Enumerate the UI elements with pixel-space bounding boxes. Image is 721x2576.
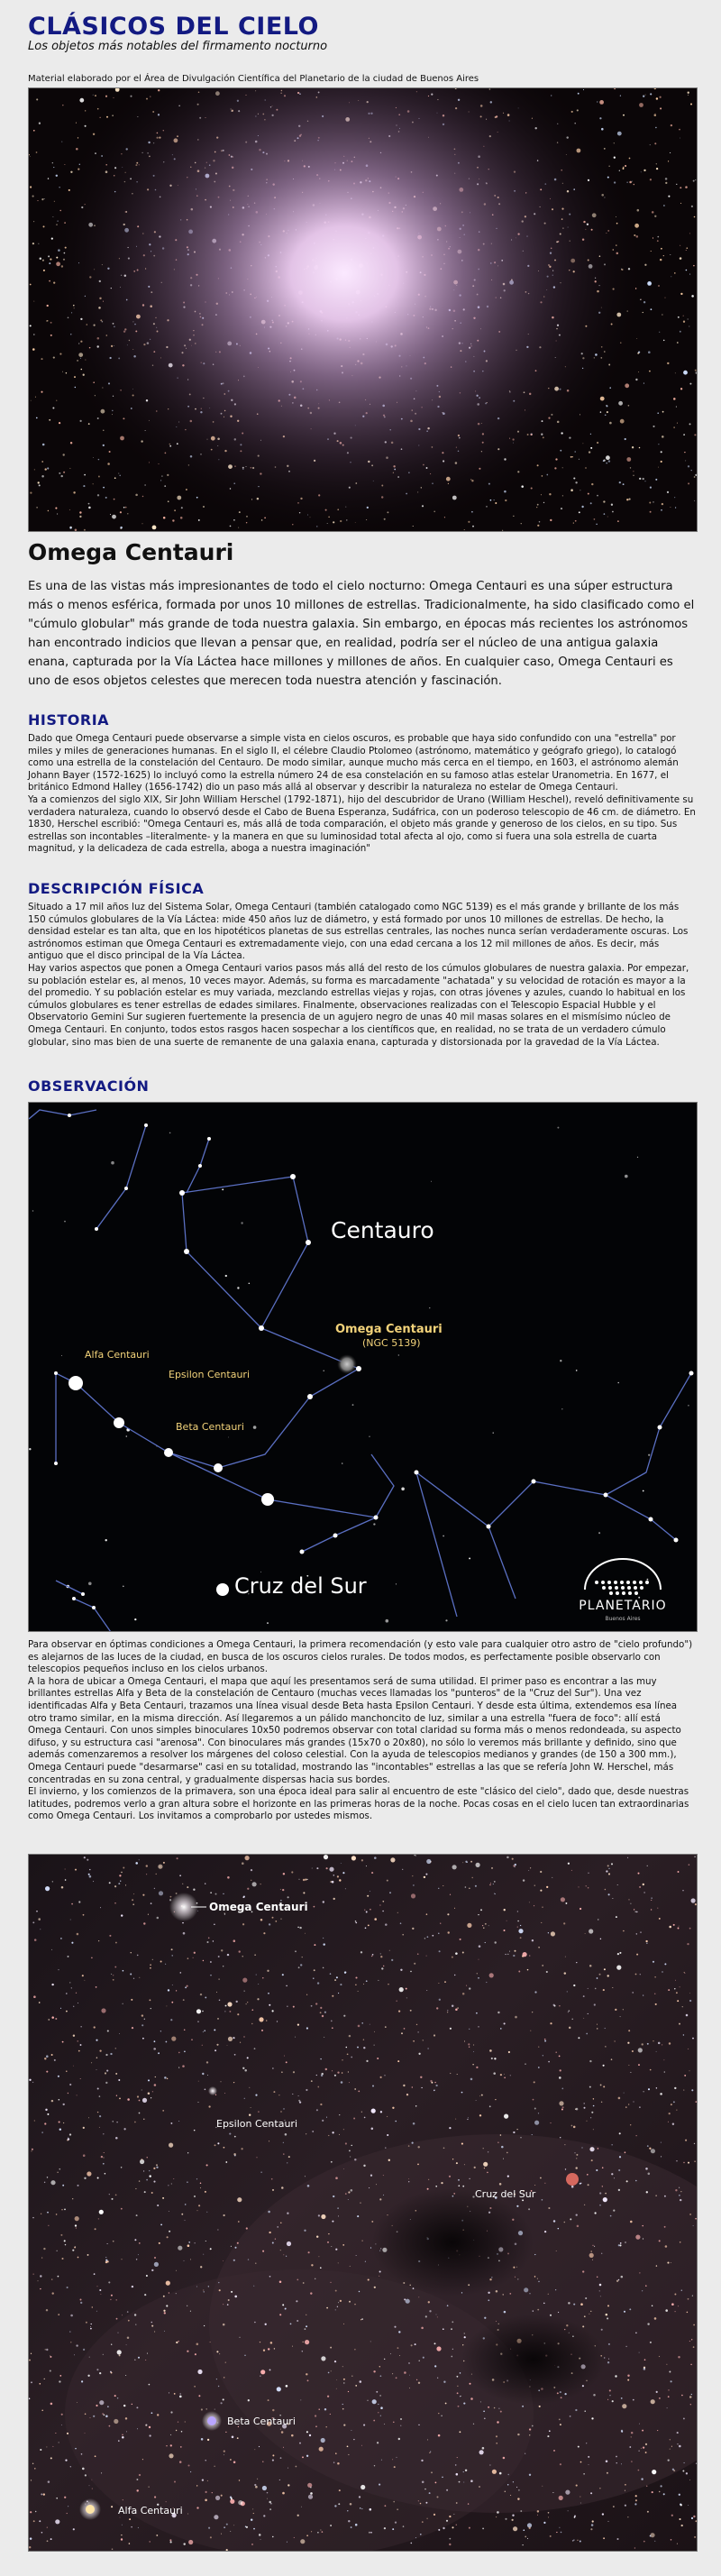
cluster-photo — [28, 87, 698, 532]
intro-paragraph: Es una de las vistas más impresionantes de todo el cielo nocturno: Omega Centauri es una súper estructura más o menos esférica, formada por unos 10 millones de estrellas. Tradicionalmente, ha sido clasificado como el "cúmulo globular" más grande de toda nuestra galaxia. Sin embargo, en épocas más recientes los astrónomos han encontrado indicios que llevan a pensar que, en realidad, podría ser el núcleo de una antigua galaxia enana, capturada por la Vía Láctea hace millones y millones de años. En cualquier caso, Omega Centauri es uno de esos objetos celestes que merecen toda nuestra atención y fascinación. — [28, 580, 695, 688]
historia-paragraph: Dado que Omega Centauri puede observarse a simple vista en cielos oscuros, es probable que haya sido confundido con una "estrella" por miles y miles de generaciones humanas. En el siglo II, el célebre Claudio Ptolomeo (astrónomo, matemático y geógrafo griego), lo catalogó como una estrella de la constelación del Centauro. De modo similar, aunque mucho más cerca en el tiempo, en 1603, el astrónomo alemán Johann Bayer (1572-1625) lo incluyó como la estrella número 24 de esa constelación en su famoso atlas estelar Uranometria. En 1677, el británico Edmond Halley (1656-1742) dio un paso más allá al observar y describir la naturaleza no estelar de Omega Centauri. — [28, 733, 679, 793]
descripcion-paragraph: Situado a 17 mil años luz del Sistema Solar, Omega Centauri (también catalogado como NGC 5139) es el más grande y brillante de los más 150 cúmulos globulares de la Vía Láctea: mide 450 años luz de diámetro, y está formado por unos 10 millones de estrellas. De hecho, la densidad estelar es tan alta, que en los hipotéticos planetas de sus estrellas centrales, las noches nunca serían verdaderamente oscuras. Los astrónomos estiman que Omega Centauri es extremadamente viejo, con una edad cercana a los 12 mil millones de años. Es decir, más antiguo que el disco principal de la Vía Láctea. — [28, 902, 689, 962]
credit-line: Material elaborado por el Área de Divulgación Científica del Planetario de la ciudad de Buenos Aires — [28, 74, 479, 84]
observacion-heading: OBSERVACIÓN — [28, 1077, 150, 1095]
page-subtitle: Los objetos más notables del firmamento nocturno — [28, 40, 328, 53]
sky-beta-label: Beta Centauri — [227, 2416, 296, 2427]
sky-omega-label: Omega Centauri — [209, 1901, 308, 1913]
object-title: Omega Centauri — [28, 539, 234, 565]
sky-crux-label: Cruz del Sur — [475, 2188, 536, 2200]
planetario-logo-text: PLANETARIO — [579, 1599, 667, 1613]
omega-centauri-marker — [337, 1354, 357, 1374]
alfa-map-label: Alfa Centauri — [85, 1349, 150, 1361]
observacion-paragraph: El invierno, y los comienzos de la primavera, son una época ideal para salir al encuentro de este "clásico del cielo", dado que, desde nuestras latitudes, podremos verlo a gran altura sobre el horizonte en las primeras horas de la noche. Pocas cosas en el cielo lucen tan extraordinarias como Omega Centauri. Los invitamos a comprobarlo por ustedes mismos. — [28, 1786, 689, 1822]
sky-photo — [28, 1854, 698, 2552]
observacion-paragraph: Para observar en óptimas condiciones a Omega Centauri, la primera recomendación (y esto vale para cualquier otro astro de "cielo profundo") es alejarnos de las luces de la ciudad, en busca de los oscuros cielos rurales. De todos modos, es perfectamente posible observarlo con telescopios pequeños incluso en los cielos urbanos. — [28, 1639, 693, 1675]
centaurus-label: Centauro — [331, 1217, 434, 1243]
epsilon-map-label: Epsilon Centauri — [169, 1369, 250, 1380]
sky-epsilon-label: Epsilon Centauri — [216, 2118, 297, 2130]
omega-catalog-label: (NGC 5139) — [362, 1337, 421, 1349]
omega-map-label: Omega Centauri — [335, 1323, 443, 1336]
star-map — [28, 1102, 698, 1632]
observacion-text — [28, 1639, 697, 1823]
observacion-paragraph: A la hora de ubicar a Omega Centauri, el mapa que aquí les presentamos será de suma utilidad. El primer paso es encontrar a las muy brillantes estrellas Alfa y Beta de la constelación de Centauro (muchas veces llamadas los "punteros" de la "Cruz del Sur"). Una vez identificadas Alfa y Beta Centauri, trazamos una línea visual desde Beta hasta Epsilon Centauri. Y desde esta última, extendemos esa línea otro tramo similar, en la misma dirección. Así llegaremos a un pálido manchoncito de luz, similar a una estrella "fuera de foco": allí está Omega Centauri. Con unos simples binoculares 10x50 podremos observar con total claridad su forma más o menos redondeada, su aspecto difuso, y su estructura casi "arenosa". Con binoculares más grandes (15x70 o 20x80), no sólo lo veremos más brillante y definido, sino que además comenzaremos a resolver los márgenes del coloso celestial. Con la ayuda de telescopios medianos y grandes (de 150 a 300 mm.), Omega Centauri puede "desarmarse" casi en su totalidad, mostrando las "incontables" estrellas a las que se refería John W. Herschel, más concentradas en su zona central, y gradualmente dispersas hacia sus bordes. — [28, 1675, 681, 1785]
descripcion-heading: DESCRIPCIÓN FÍSICA — [28, 880, 205, 897]
historia-paragraph: Ya a comienzos del siglo XIX, Sir John William Herschel (1792-1871), hijo del descubridor de Urano (William Heschel), reveló definitivamente su verdadera naturaleza, cuando lo observó desde el Cabo de Buena Esperanza, Sudáfrica, con un poderoso telescopio de 46 cm. de diámetro. En 1830, Herschel escribió: "Omega Centauri es, más allá de toda comparación, el objeto más grande y generoso de los cielos, en su tipo. Sus estrellas son incontables –literalmente- y la manera en que su luminosidad total afecta al ojo, como si fuera una sola estrella de cuarta magnitud, y la delicadeza de cada estrella, aboga a nuestra imaginación" — [28, 793, 696, 855]
page-title: CLÁSICOS DEL CIELO — [28, 13, 319, 41]
descripcion-paragraph: Hay varios aspectos que ponen a Omega Centauri varios pasos más allá del resto de los cúmulos globulares de nuestra galaxia. Por empezar, su población estelar es, al menos, 10 veces mayor. Además, su forma es marcadamente "achatada" y su velocidad de rotación es mayor a la del promedio. Y su población estelar es muy variada, mezclando estrellas viejas y rojas, con otras jóvenes y azules, cuando lo habitual en los cúmulos globulares es tener estrellas de edades similares. Finalmente, observaciones realizadas con el Telescopio Espacial Hubble y el Observatorio Gemini Sur sugieren fuertemente la presencia de un agujero negro de unas 40 mil masas solares en el mismísimo núcleo de Omega Centauri. En conjunto, todos estos rasgos hacen sospechar a los científicos que, en realidad, no se trata de un verdadero cúmulo globular, sino mas bien de una suerte de remanente de una galaxia enana, capturada y distorsionada por la gravedad de la Vía Láctea. — [28, 962, 689, 1048]
historia-heading: HISTORIA — [28, 711, 110, 729]
planetario-logo-subtext: Buenos Aires — [605, 1616, 641, 1622]
historia-text — [28, 733, 697, 856]
descripcion-text — [28, 902, 697, 1049]
crux-label: Cruz del Sur — [234, 1573, 367, 1599]
sky-alfa-label: Alfa Centauri — [118, 2505, 183, 2516]
beta-map-label: Beta Centauri — [176, 1421, 244, 1433]
